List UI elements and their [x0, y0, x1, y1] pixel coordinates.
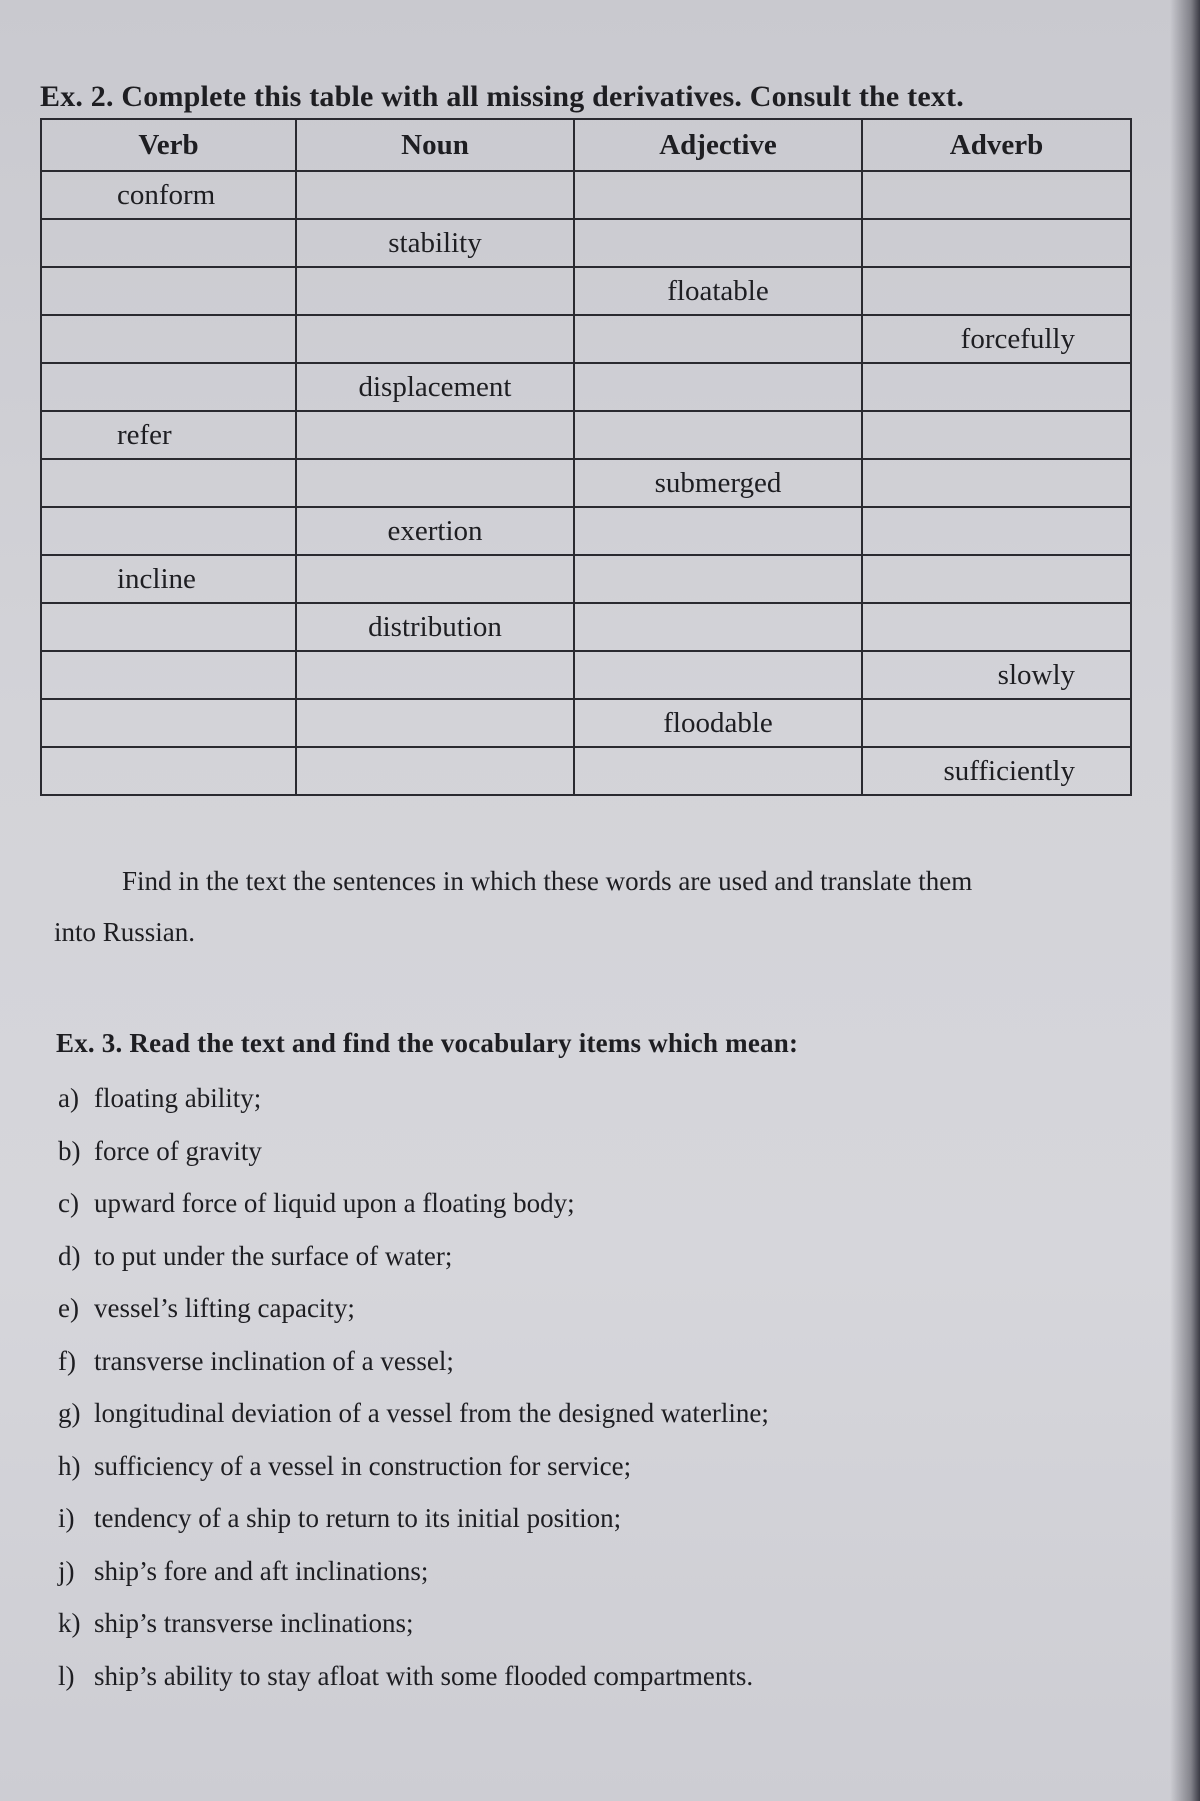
cell-noun: displacement	[296, 363, 574, 411]
cell-adjective	[574, 651, 862, 699]
cell-adverb: slowly	[862, 651, 1131, 699]
table-row	[41, 555, 1131, 603]
cell-verb: conform	[41, 171, 296, 219]
item-label: c)	[58, 1188, 79, 1218]
list-item	[58, 1656, 769, 1709]
exercise-2-instruction-line-2: into Russian.	[54, 917, 196, 947]
cell-noun	[296, 555, 574, 603]
item-text: ship’s ability to stay afloat with some flooded compartments.	[94, 1660, 754, 1691]
cell-adverb	[862, 507, 1131, 555]
table-row	[41, 699, 1131, 747]
item-text: force of gravity	[94, 1135, 262, 1166]
header-verb: Verb	[41, 119, 296, 171]
cell-verb	[41, 363, 296, 411]
item-text: vessel’s lifting capacity;	[94, 1293, 355, 1323]
cell-adjective	[574, 315, 862, 363]
list-item	[58, 1183, 769, 1236]
cell-verb	[41, 315, 296, 363]
cell-adverb	[862, 363, 1131, 411]
list-item	[58, 1236, 769, 1289]
cell-noun	[296, 459, 574, 507]
table-row	[41, 267, 1131, 315]
exercise-2-instruction-line-1: Find in the text the sentences in which these words are used and translate them	[122, 866, 973, 896]
table-header-row	[41, 119, 1131, 171]
item-label: d)	[58, 1240, 81, 1271]
cell-adverb	[862, 459, 1131, 507]
cell-verb	[41, 651, 296, 699]
cell-adverb	[862, 603, 1131, 651]
table-row	[41, 507, 1131, 555]
header-adverb: Adverb	[862, 119, 1131, 171]
cell-verb	[41, 219, 296, 267]
table-row	[41, 603, 1131, 651]
cell-adjective	[574, 603, 862, 651]
cell-adjective: floodable	[574, 699, 862, 747]
item-text: sufficiency of a vessel in construction for service;	[94, 1450, 632, 1481]
header-noun: Noun	[296, 119, 574, 171]
cell-adjective: floatable	[574, 267, 862, 315]
cell-verb: refer	[41, 411, 296, 459]
cell-noun	[296, 411, 574, 459]
item-text: longitudinal deviation of a vessel from the designed waterline;	[94, 1398, 769, 1428]
cell-adverb	[862, 411, 1131, 459]
list-item	[58, 1393, 769, 1446]
item-text: transverse inclination of a vessel;	[94, 1345, 454, 1376]
cell-adjective	[574, 747, 862, 795]
derivatives-table	[40, 118, 1132, 796]
item-label: b)	[58, 1135, 81, 1166]
table-row	[41, 651, 1131, 699]
item-label: j)	[58, 1555, 75, 1586]
header-adjective: Adjective	[574, 119, 862, 171]
page-edge-shadow	[1170, 0, 1200, 1801]
table-row	[41, 411, 1131, 459]
item-text: upward force of liquid upon a floating body;	[94, 1188, 575, 1218]
item-text: ship’s fore and aft inclinations;	[94, 1555, 429, 1586]
table-row	[41, 171, 1131, 219]
list-item	[58, 1078, 769, 1131]
cell-noun	[296, 267, 574, 315]
cell-adjective	[574, 363, 862, 411]
table-row	[41, 459, 1131, 507]
item-label: h)	[58, 1450, 81, 1481]
list-item	[58, 1131, 769, 1184]
vocabulary-list	[58, 1078, 769, 1708]
cell-verb	[41, 747, 296, 795]
cell-noun	[296, 651, 574, 699]
list-item	[58, 1603, 769, 1656]
item-label: k)	[58, 1608, 81, 1638]
table-row	[41, 219, 1131, 267]
item-label: g)	[58, 1398, 81, 1428]
list-item	[58, 1446, 769, 1499]
cell-noun	[296, 315, 574, 363]
cell-noun: exertion	[296, 507, 574, 555]
exercise-2-heading: Ex. 2. Complete this table with all missing derivatives. Consult the text.	[40, 80, 964, 113]
cell-adjective	[574, 411, 862, 459]
list-item	[58, 1498, 769, 1551]
item-label: a)	[58, 1083, 79, 1113]
item-label: i)	[58, 1503, 75, 1533]
item-text: tendency of a ship to return to its initial position;	[94, 1503, 622, 1533]
cell-noun	[296, 699, 574, 747]
cell-adjective: submerged	[574, 459, 862, 507]
item-text: ship’s transverse inclinations;	[94, 1608, 414, 1638]
cell-noun	[296, 747, 574, 795]
cell-noun	[296, 171, 574, 219]
list-item	[58, 1288, 769, 1341]
cell-adverb	[862, 219, 1131, 267]
cell-adjective	[574, 555, 862, 603]
cell-adverb	[862, 267, 1131, 315]
cell-noun: stability	[296, 219, 574, 267]
exercise-3-heading: Ex. 3. Read the text and find the vocabulary items which mean:	[56, 1028, 799, 1058]
table-row	[41, 363, 1131, 411]
cell-adverb	[862, 555, 1131, 603]
cell-adverb: sufficiently	[862, 747, 1131, 795]
cell-verb: incline	[41, 555, 296, 603]
cell-adjective	[574, 507, 862, 555]
cell-adjective	[574, 171, 862, 219]
table-row	[41, 747, 1131, 795]
item-text: to put under the surface of water;	[94, 1240, 453, 1271]
cell-verb	[41, 699, 296, 747]
table-row	[41, 315, 1131, 363]
cell-noun: distribution	[296, 603, 574, 651]
cell-verb	[41, 603, 296, 651]
cell-verb	[41, 459, 296, 507]
cell-adverb: forcefully	[862, 315, 1131, 363]
cell-adverb	[862, 699, 1131, 747]
item-label: e)	[58, 1293, 79, 1323]
list-item	[58, 1551, 769, 1604]
cell-verb	[41, 507, 296, 555]
item-text: floating ability;	[94, 1083, 262, 1113]
cell-adjective	[574, 219, 862, 267]
cell-verb	[41, 267, 296, 315]
cell-adverb	[862, 171, 1131, 219]
item-label: l)	[58, 1660, 75, 1691]
list-item	[58, 1341, 769, 1394]
item-label: f)	[58, 1345, 76, 1376]
